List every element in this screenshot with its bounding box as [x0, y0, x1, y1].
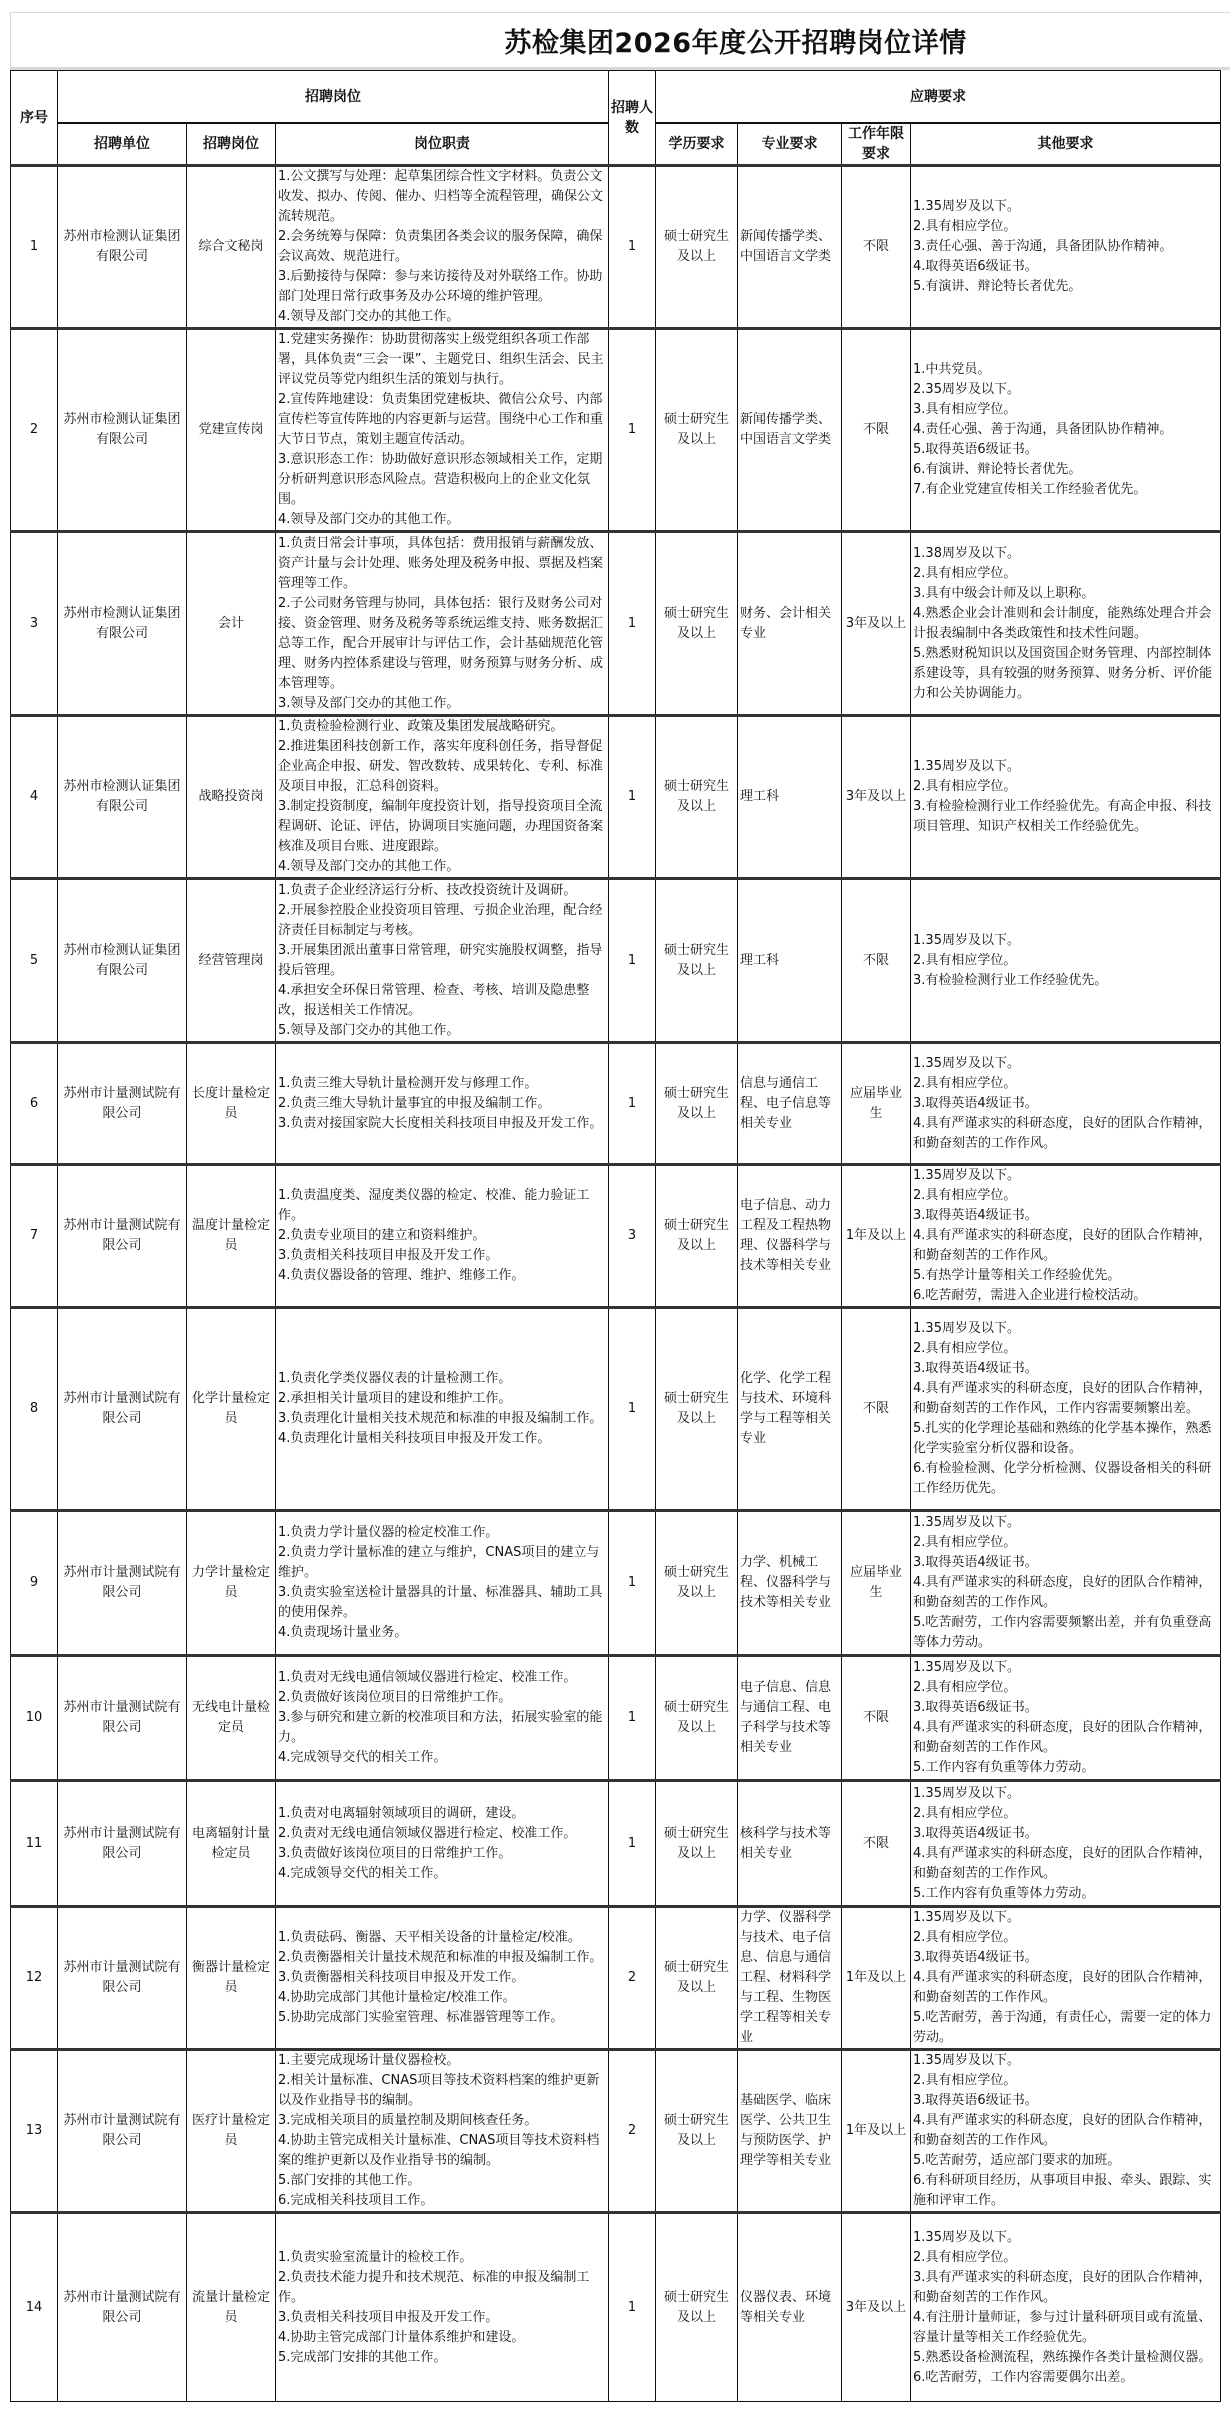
requirement-item: 3.具有严谨求实的科研态度，良好的团队合作精神，和勤奋刻苦的工作作风。: [913, 2269, 1212, 2305]
requirement-item: 2.具有相应学位。: [913, 1805, 1017, 1821]
cell-experience: 3年及以上: [842, 2213, 911, 2402]
cell-count: 1: [609, 329, 656, 532]
cell-duties: [276, 1781, 609, 1907]
cell-others: [911, 1308, 1221, 1511]
requirement-item: 6.吃苦耐劳，需进入企业进行检校活动。: [913, 1288, 1147, 1303]
requirement-item: 5.有热学计量等相关工作经验优先。: [913, 1268, 1121, 1283]
cell-count: 2: [609, 2050, 656, 2213]
table-row: [11, 2213, 1221, 2402]
requirement-item: 1.35周岁及以下。: [913, 1660, 1020, 1675]
header-group-post: 招聘岗位: [58, 71, 609, 124]
duty-item: 3.完成相关项目的质量控制及期间核查任务。: [278, 2113, 538, 2128]
duty-item: 1.负责日常会计事项，具体包括：费用报销与薪酬发放、资产计量与会计处理、账务处理及税务申报、票据及档案管理等工作。: [278, 535, 604, 591]
duty-item: 2.宣传阵地建设：负责集团党建板块、微信公众号、内部宣传栏等宣传阵地的内容更新与运营。围绕中心工作和重大节日节点，策划主题宣传活动。: [278, 392, 604, 447]
duty-item: 1.负责砝码、衡器、天平相关设备的计量检定/校准。: [278, 1930, 581, 1945]
cell-experience: 不限: [842, 166, 911, 329]
cell-major: 财务、会计相关专业: [738, 532, 842, 716]
requirement-item: 1.中共党员。: [913, 362, 991, 377]
requirement-item: 3.具有相应学位。: [913, 402, 1017, 417]
cell-duties: [276, 166, 609, 329]
cell-others: [911, 532, 1221, 716]
cell-experience: 不限: [842, 1308, 911, 1511]
duty-item: 2.子公司财务管理与协同，具体包括：银行及财务公司对接、资金管理、财务及税务等系统运维支持、账务数据汇总等工作，配合开展审计与评估工作，会计基础规范化管理、财务内控体系建设与管理，财务预算与财务分析、成本管理等。: [278, 595, 604, 691]
requirement-item: 1.38周岁及以下。: [913, 545, 1020, 561]
duty-item: 2.负责做好该岗位项目的日常维护工作。: [278, 1690, 512, 1705]
duty-item: 3.开展集团派出董事日常管理，研究实施股权调整，指导投后管理。: [278, 942, 603, 978]
cell-duties: [276, 1511, 609, 1656]
cell-post: 会计: [187, 532, 276, 716]
requirement-item: 4.责任心强、善于沟通，具备团队协作精神。: [913, 422, 1173, 437]
duty-item: 1.负责温度类、湿度类仪器的检定、校准、能力验证工作。: [278, 1188, 590, 1223]
duty-item: 4.负责理化计量相关科技项目申报及开发工作。: [278, 1431, 551, 1446]
cell-unit: 苏州市计量测试院有限公司: [58, 1656, 187, 1781]
cell-education: 硕士研究生及以上: [656, 1656, 738, 1781]
duty-item: 3.负责理化计量相关技术规范和标准的申报及编制工作。: [278, 1411, 603, 1426]
requirement-item: 5.吃苦耐劳，适应部门要求的加班。: [913, 2153, 1121, 2168]
cell-experience: 1年及以上: [842, 1907, 911, 2050]
cell-count: 1: [609, 1043, 656, 1165]
table-row: [11, 1656, 1221, 1781]
duty-item: 1.负责三维大导轨计量检测开发与修理工作。: [278, 1075, 538, 1091]
requirement-item: 4.具有严谨求实的科研态度，良好的团队合作精神，和勤奋刻苦的工作作风。: [913, 1115, 1212, 1151]
duty-item: 2.相关计量标准、CNAS项目等技术资料档案的维护更新以及作业指导书的编制。: [278, 2073, 600, 2108]
duty-item: 3.负责做好该岗位项目的日常维护工作。: [278, 1845, 512, 1861]
requirement-item: 3.取得英语6级证书。: [913, 1700, 1038, 1715]
duty-item: 1.负责对电离辐射领域项目的调研，建设。: [278, 1805, 525, 1821]
cell-duties: [276, 1165, 609, 1308]
table-row: [11, 532, 1221, 716]
table-row: [11, 879, 1221, 1043]
requirement-item: 3.取得英语4级证书。: [913, 1361, 1038, 1376]
header-post: 招聘岗位: [187, 123, 276, 166]
duty-item: 3.负责实验室送检计量器具的计量、标准器具、辅助工具的使用保养。: [278, 1585, 603, 1620]
cell-major: 新闻传播学类、中国语言文学类: [738, 166, 842, 329]
table-row: [11, 1511, 1221, 1656]
requirement-item: 6.有检验检测、化学分析检测、仪器设备相关的科研工作经历优先。: [913, 1461, 1212, 1496]
cell-unit: 苏州市计量测试院有限公司: [58, 1907, 187, 2050]
header-group-requirements: 应聘要求: [656, 71, 1221, 124]
cell-count: 1: [609, 1781, 656, 1907]
cell-others: [911, 1511, 1221, 1656]
table-row: [11, 1781, 1221, 1907]
cell-duties: [276, 1308, 609, 1511]
requirement-item: 4.有注册计量师证，参与过计量科研项目或有流量、容量计量等相关工作经验优先。: [913, 2309, 1212, 2345]
cell-no: 13: [11, 2050, 58, 2213]
requirement-item: 1.35周岁及以下。: [913, 1515, 1020, 1530]
duty-item: 3.参与研究和建立新的校准项目和方法，拓展实验室的能力。: [278, 1710, 603, 1745]
duty-item: 5.完成部门安排的其他工作。: [278, 2349, 447, 2365]
cell-post: 经营管理岗: [187, 879, 276, 1043]
cell-post: 医疗计量检定员: [187, 2050, 276, 2213]
cell-major: 核科学与技术等相关专业: [738, 1781, 842, 1907]
duty-item: 4.完成领导交代的相关工作。: [278, 1865, 447, 1881]
requirement-item: 4.具有严谨求实的科研态度，良好的团队合作精神，和勤奋刻苦的工作作风。: [913, 1845, 1212, 1881]
cell-duties: [276, 879, 609, 1043]
duty-item: 4.负责现场计量业务。: [278, 1625, 408, 1640]
cell-no: 5: [11, 879, 58, 1043]
table-row: [11, 1308, 1221, 1511]
cell-post: 党建宣传岗: [187, 329, 276, 532]
cell-major: 电子信息、信息与通信工程、电子科学与技术等相关专业: [738, 1656, 842, 1781]
cell-experience: 应届毕业生: [842, 1043, 911, 1165]
cell-count: 1: [609, 1656, 656, 1781]
requirement-item: 3.有检验检测行业工作经验优先。有高企申报、科技项目管理、知识产权相关工作经验优先。: [913, 799, 1212, 834]
cell-experience: 不限: [842, 879, 911, 1043]
cell-duties: [276, 716, 609, 879]
duty-item: 4.协助主管完成部门计量体系维护和建设。: [278, 2329, 525, 2345]
duty-item: 2.承担相关计量项目的建设和维护工作。: [278, 1391, 512, 1406]
cell-experience: 不限: [842, 1781, 911, 1907]
header-education: 学历要求: [656, 123, 738, 166]
cell-count: 1: [609, 1308, 656, 1511]
duty-item: 1.负责子企业经济运行分析、技改投资统计及调研。: [278, 882, 577, 898]
cell-experience: 3年及以上: [842, 532, 911, 716]
cell-unit: 苏州市检测认证集团有限公司: [58, 166, 187, 329]
cell-count: 3: [609, 1165, 656, 1308]
duty-item: 3.负责衡器相关科技项目申报及开发工作。: [278, 1970, 525, 1985]
cell-post: 无线电计量检定员: [187, 1656, 276, 1781]
cell-post: 力学计量检定员: [187, 1511, 276, 1656]
cell-education: 硕士研究生及以上: [656, 2213, 738, 2402]
duty-item: 2.负责对无线电通信领域仪器进行检定、校准工作。: [278, 1825, 577, 1841]
cell-experience: 1年及以上: [842, 1165, 911, 1308]
requirement-item: 3.取得英语4级证书。: [913, 1825, 1038, 1841]
cell-education: 硕士研究生及以上: [656, 716, 738, 879]
cell-major: 新闻传播学类、中国语言文学类: [738, 329, 842, 532]
cell-unit: 苏州市计量测试院有限公司: [58, 2213, 187, 2402]
requirement-item: 7.有企业党建宣传相关工作经验者优先。: [913, 482, 1147, 497]
cell-education: 硕士研究生及以上: [656, 1043, 738, 1165]
cell-education: 硕士研究生及以上: [656, 1781, 738, 1907]
duty-item: 2.推进集团科技创新工作，落实年度科创任务，指导督促企业高企申报、研发、智改数转、成果转化、专利、标准及项目申报，汇总科创资料。: [278, 739, 604, 794]
cell-education: 硕士研究生及以上: [656, 532, 738, 716]
duty-item: 2.负责专业项目的建立和资料维护。: [278, 1228, 486, 1243]
requirement-item: 6.有科研项目经历，从事项目申报、牵头、跟踪、实施和评审工作。: [913, 2173, 1212, 2208]
cell-no: 11: [11, 1781, 58, 1907]
cell-no: 7: [11, 1165, 58, 1308]
cell-unit: 苏州市计量测试院有限公司: [58, 1308, 187, 1511]
cell-count: 1: [609, 2213, 656, 2402]
recruitment-document: [10, 12, 1230, 2402]
duty-item: 3.制定投资制度，编制年度投资计划，指导投资项目全流程调研、论证、评估，协调项目实施问题，办理国资备案核准及项目台账、进度跟踪。: [278, 799, 604, 854]
cell-no: 14: [11, 2213, 58, 2402]
requirement-item: 5.扎实的化学理论基础和熟练的化学基本操作，熟悉化学实验室分析仪器和设备。: [913, 1421, 1212, 1456]
cell-unit: 苏州市计量测试院有限公司: [58, 1511, 187, 1656]
positions-table: [10, 70, 1221, 2402]
cell-count: 1: [609, 1511, 656, 1656]
cell-no: 1: [11, 166, 58, 329]
cell-others: [911, 1907, 1221, 2050]
cell-unit: 苏州市检测认证集团有限公司: [58, 879, 187, 1043]
cell-no: 9: [11, 1511, 58, 1656]
header-duty: 岗位职责: [276, 123, 609, 166]
cell-education: 硕士研究生及以上: [656, 1165, 738, 1308]
header-unit: 招聘单位: [58, 123, 187, 166]
requirement-item: 1.35周岁及以下。: [913, 1321, 1020, 1336]
requirement-item: 2.35周岁及以下。: [913, 382, 1020, 397]
cell-count: 1: [609, 879, 656, 1043]
requirement-item: 1.35周岁及以下。: [913, 2053, 1020, 2068]
requirement-item: 2.具有相应学位。: [913, 1680, 1017, 1695]
requirement-item: 5.吃苦耐劳，工作内容需要频繁出差，并有负重登高等体力劳动。: [913, 1615, 1212, 1650]
cell-no: 2: [11, 329, 58, 532]
requirement-item: 3.取得英语4级证书。: [913, 1555, 1038, 1570]
table-row: [11, 1907, 1221, 2050]
duty-item: 5.部门安排的其他工作。: [278, 2173, 421, 2188]
cell-duties: [276, 2213, 609, 2402]
requirement-item: 2.具有相应学位。: [913, 1188, 1017, 1203]
page-title: 苏检集团2026年度公开招聘岗位详情: [504, 27, 967, 59]
cell-major: 电子信息、动力工程及工程热物理、仪器科学与技术等相关专业: [738, 1165, 842, 1308]
duty-item: 3.负责对接国家院大长度相关科技项目申报及开发工作。: [278, 1115, 603, 1131]
cell-education: 硕士研究生及以上: [656, 1511, 738, 1656]
cell-post: 长度计量检定员: [187, 1043, 276, 1165]
duty-item: 5.协助完成部门实验室管理、标准器管理等工作。: [278, 2010, 564, 2025]
cell-experience: 应届毕业生: [842, 1511, 911, 1656]
table-row: [11, 2050, 1221, 2213]
duty-item: 2.负责三维大导轨计量事宜的申报及编制工作。: [278, 1095, 551, 1111]
duty-item: 1.公文撰写与处理：起草集团综合性文字材料。负责公文收发、拟办、传阅、催办、归档等全流程管理，确保公文流转规范。: [278, 169, 604, 224]
requirement-item: 3.具有中级会计师及以上职称。: [913, 585, 1095, 601]
table-row: [11, 1043, 1221, 1165]
requirement-item: 2.具有相应学位。: [913, 1930, 1017, 1945]
cell-count: 1: [609, 166, 656, 329]
cell-experience: 不限: [842, 1656, 911, 1781]
table-row: [11, 329, 1221, 532]
requirement-item: 1.35周岁及以下。: [913, 2229, 1020, 2245]
cell-unit: 苏州市检测认证集团有限公司: [58, 716, 187, 879]
requirement-item: 2.具有相应学位。: [913, 2073, 1017, 2088]
cell-others: [911, 1781, 1221, 1907]
requirement-item: 1.35周岁及以下。: [913, 1168, 1020, 1183]
cell-no: 4: [11, 716, 58, 879]
requirement-item: 4.具有严谨求实的科研态度，良好的团队合作精神，和勤奋刻苦的工作作风。: [913, 1228, 1212, 1263]
cell-no: 3: [11, 532, 58, 716]
cell-experience: 不限: [842, 329, 911, 532]
cell-post: 综合文秘岗: [187, 166, 276, 329]
duty-item: 6.完成相关科技项目工作。: [278, 2193, 434, 2208]
requirement-item: 1.35周岁及以下。: [913, 1785, 1020, 1801]
cell-post: 流量计量检定员: [187, 2213, 276, 2402]
duty-item: 1.负责力学计量仪器的检定校准工作。: [278, 1525, 499, 1540]
requirement-item: 6.有演讲、辩论特长者优先。: [913, 462, 1082, 477]
duty-item: 2.负责技术能力提升和技术规范、标准的申报及编制工作。: [278, 2269, 590, 2305]
cell-no: 6: [11, 1043, 58, 1165]
cell-others: [911, 329, 1221, 532]
requirement-item: 5.熟悉财税知识以及国资国企财务管理、内部控制体系建设等，具有较强的财务预算、财务分析、评价能力和公关协调能力。: [913, 645, 1213, 701]
requirement-item: 2.具有相应学位。: [913, 219, 1017, 234]
duty-item: 2.开展参控股企业投资项目管理、亏损企业治理，配合经济责任目标制定与考核。: [278, 902, 603, 938]
requirement-item: 6.吃苦耐劳，工作内容需要偶尔出差。: [913, 2369, 1134, 2385]
duty-item: 2.负责衡器相关计量技术规范和标准的申报及编制工作。: [278, 1950, 603, 1965]
cell-others: [911, 2213, 1221, 2402]
requirement-item: 2.具有相应学位。: [913, 1341, 1017, 1356]
requirement-item: 1.35周岁及以下。: [913, 932, 1020, 948]
requirement-item: 4.取得英语6级证书。: [913, 259, 1038, 274]
cell-major: 力学、仪器科学与技术、电子信息、信息与通信工程、材料科学与工程、生物医学工程等相关专业: [738, 1907, 842, 2050]
requirement-item: 2.具有相应学位。: [913, 1075, 1017, 1091]
requirement-item: 3.取得英语6级证书。: [913, 2093, 1038, 2108]
cell-education: 硕士研究生及以上: [656, 1308, 738, 1511]
header-major: 专业要求: [738, 123, 842, 166]
cell-duties: [276, 1656, 609, 1781]
requirement-item: 3.有检验检测行业工作经验优先。: [913, 972, 1108, 988]
cell-others: [911, 1043, 1221, 1165]
requirement-item: 3.取得英语4级证书。: [913, 1095, 1038, 1111]
cell-duties: [276, 1043, 609, 1165]
table-row: [11, 166, 1221, 329]
cell-others: [911, 1656, 1221, 1781]
cell-post: 电离辐射计量检定员: [187, 1781, 276, 1907]
cell-education: 硕士研究生及以上: [656, 329, 738, 532]
cell-education: 硕士研究生及以上: [656, 879, 738, 1043]
duty-item: 3.负责相关科技项目申报及开发工作。: [278, 2309, 499, 2325]
cell-post: 化学计量检定员: [187, 1308, 276, 1511]
cell-major: 基础医学、临床医学、公共卫生与预防医学、护理学等相关专业: [738, 2050, 842, 2213]
duty-item: 2.会务统筹与保障：负责集团各类会议的服务保障，确保会议高效、规范进行。: [278, 229, 603, 264]
cell-unit: 苏州市检测认证集团有限公司: [58, 532, 187, 716]
duty-item: 4.领导及部门交办的其他工作。: [278, 309, 460, 324]
title-bar: [10, 12, 1230, 70]
duty-item: 1.党建实务操作：协助贯彻落实上级党组织各项工作部署，具体负责“三会一课”、主题党日、组织生活会、民主评议党员等党内组织生活的策划与执行。: [278, 332, 604, 387]
duty-item: 1.负责检验检测行业、政策及集团发展战略研究。: [278, 719, 564, 734]
duty-item: 4.承担安全环保日常管理、检查、考核、培训及隐患整改，报送相关工作情况。: [278, 982, 590, 1018]
header-count: 招聘人数: [609, 71, 656, 166]
header-no: 序号: [11, 71, 58, 166]
cell-education: 硕士研究生及以上: [656, 2050, 738, 2213]
requirement-item: 4.具有严谨求实的科研态度，良好的团队合作精神，和勤奋刻苦的工作作风，工作内容需要频繁出差。: [913, 1381, 1212, 1416]
requirement-item: 2.具有相应学位。: [913, 1535, 1017, 1550]
cell-duties: [276, 329, 609, 532]
cell-major: 力学、机械工程、仪器科学与技术等相关专业: [738, 1511, 842, 1656]
requirement-item: 1.35周岁及以下。: [913, 759, 1020, 774]
duty-item: 4.完成领导交代的相关工作。: [278, 1750, 447, 1765]
cell-others: [911, 716, 1221, 879]
cell-count: 2: [609, 1907, 656, 2050]
duty-item: 1.负责对无线电通信领域仪器进行检定、校准工作。: [278, 1670, 577, 1685]
cell-unit: 苏州市计量测试院有限公司: [58, 1165, 187, 1308]
duty-item: 4.协助完成部门其他计量检定/校准工作。: [278, 1990, 516, 2005]
cell-others: [911, 2050, 1221, 2213]
duty-item: 3.领导及部门交办的其他工作。: [278, 695, 460, 711]
requirement-item: 4.熟悉企业会计准则和会计制度，能熟练处理合并会计报表编制中各类政策性和技术性问题。: [913, 605, 1212, 641]
requirement-item: 1.35周岁及以下。: [913, 199, 1020, 214]
cell-duties: [276, 1907, 609, 2050]
duty-item: 3.意识形态工作：协助做好意识形态领域相关工作，定期分析研判意识形态风险点。营造积极向上的企业文化氛围。: [278, 452, 603, 507]
duty-item: 4.负责仪器设备的管理、维护、维修工作。: [278, 1268, 525, 1283]
requirement-item: 2.具有相应学位。: [913, 2249, 1017, 2265]
requirement-item: 4.具有严谨求实的科研态度，良好的团队合作精神，和勤奋刻苦的工作作风。: [913, 1970, 1212, 2005]
requirement-item: 3.取得英语4级证书。: [913, 1950, 1038, 1965]
duty-item: 4.协助主管完成相关计量标准、CNAS项目等技术资料档案的维护更新以及作业指导书的编制。: [278, 2133, 600, 2168]
cell-unit: 苏州市计量测试院有限公司: [58, 1043, 187, 1165]
requirement-item: 4.具有严谨求实的科研态度，良好的团队合作精神，和勤奋刻苦的工作作风。: [913, 2113, 1212, 2148]
requirement-item: 5.熟悉设备检测流程，熟练操作各类计量检测仪器。: [913, 2349, 1212, 2365]
duty-item: 4.领导及部门交办的其他工作。: [278, 512, 460, 527]
requirement-item: 2.具有相应学位。: [913, 779, 1017, 794]
cell-major: 信息与通信工程、电子信息等相关专业: [738, 1043, 842, 1165]
requirement-item: 3.取得英语4级证书。: [913, 1208, 1038, 1223]
table-row: [11, 1165, 1221, 1308]
cell-post: 衡器计量检定员: [187, 1907, 276, 2050]
cell-unit: 苏州市计量测试院有限公司: [58, 2050, 187, 2213]
cell-duties: [276, 2050, 609, 2213]
cell-major: 理工科: [738, 716, 842, 879]
requirement-item: 5.吃苦耐劳，善于沟通，有责任心，需要一定的体力劳动。: [913, 2010, 1212, 2045]
cell-education: 硕士研究生及以上: [656, 1907, 738, 2050]
duty-item: 1.主要完成现场计量仪器检校。: [278, 2053, 460, 2068]
duty-item: 2.负责力学计量标准的建立与维护，CNAS项目的建立与维护。: [278, 1545, 600, 1580]
requirement-item: 2.具有相应学位。: [913, 952, 1017, 968]
cell-major: 理工科: [738, 879, 842, 1043]
cell-major: 化学、化学工程与技术、环境科学与工程等相关专业: [738, 1308, 842, 1511]
cell-no: 8: [11, 1308, 58, 1511]
requirement-item: 5.取得英语6级证书。: [913, 442, 1038, 457]
cell-count: 1: [609, 716, 656, 879]
requirement-item: 2.具有相应学位。: [913, 565, 1017, 581]
header-experience: 工作年限要求: [842, 123, 911, 166]
cell-experience: 3年及以上: [842, 716, 911, 879]
requirement-item: 5.工作内容有负重等体力劳动。: [913, 1760, 1095, 1775]
cell-post: 战略投资岗: [187, 716, 276, 879]
cell-post: 温度计量检定员: [187, 1165, 276, 1308]
duty-item: 3.负责相关科技项目申报及开发工作。: [278, 1248, 499, 1263]
cell-experience: 1年及以上: [842, 2050, 911, 2213]
cell-others: [911, 879, 1221, 1043]
cell-unit: 苏州市检测认证集团有限公司: [58, 329, 187, 532]
duty-item: 1.负责化学类仪器仪表的计量检测工作。: [278, 1371, 512, 1386]
cell-major: 仪器仪表、环境等相关专业: [738, 2213, 842, 2402]
cell-others: [911, 166, 1221, 329]
requirement-item: 3.责任心强、善于沟通，具备团队协作精神。: [913, 239, 1173, 254]
requirement-item: 4.具有严谨求实的科研态度，良好的团队合作精神，和勤奋刻苦的工作作风。: [913, 1720, 1212, 1755]
cell-duties: [276, 532, 609, 716]
cell-education: 硕士研究生及以上: [656, 166, 738, 329]
requirement-item: 4.具有严谨求实的科研态度，良好的团队合作精神，和勤奋刻苦的工作作风。: [913, 1575, 1212, 1610]
duty-item: 1.负责实验室流量计的检校工作。: [278, 2249, 473, 2265]
cell-unit: 苏州市计量测试院有限公司: [58, 1781, 187, 1907]
cell-no: 10: [11, 1656, 58, 1781]
requirement-item: 5.工作内容有负重等体力劳动。: [913, 1885, 1095, 1901]
requirement-item: 1.35周岁及以下。: [913, 1055, 1020, 1071]
table-row: [11, 716, 1221, 879]
header-other: 其他要求: [911, 123, 1221, 166]
cell-others: [911, 1165, 1221, 1308]
requirement-item: 5.有演讲、辩论特长者优先。: [913, 279, 1082, 294]
cell-count: 1: [609, 532, 656, 716]
requirement-item: 1.35周岁及以下。: [913, 1910, 1020, 1925]
duty-item: 5.领导及部门交办的其他工作。: [278, 1022, 460, 1038]
duty-item: 4.领导及部门交办的其他工作。: [278, 859, 460, 874]
cell-no: 12: [11, 1907, 58, 2050]
duty-item: 3.后勤接待与保障：参与来访接待及对外联络工作。协助部门处理日常行政事务及办公环境的维护管理。: [278, 269, 603, 304]
